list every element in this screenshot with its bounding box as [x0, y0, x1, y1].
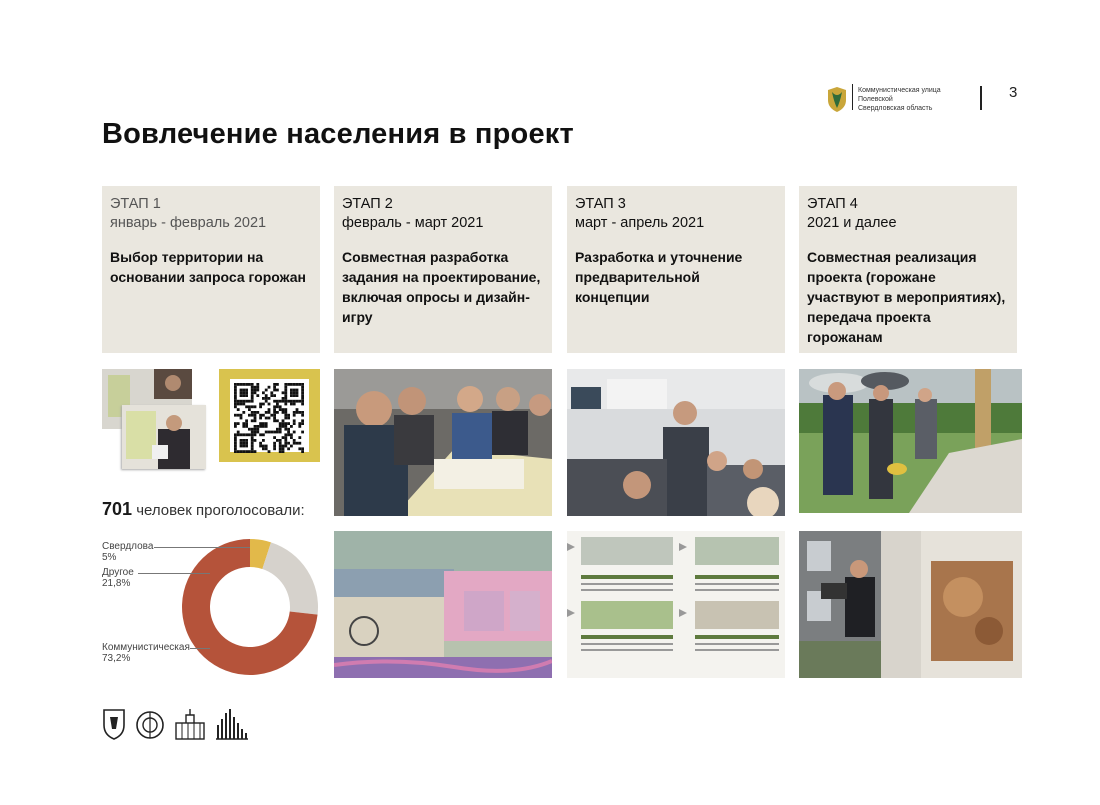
design-game-photo	[334, 369, 552, 516]
vote-leader-line	[154, 547, 250, 548]
vote-label-kommunisticheskaya	[102, 642, 190, 664]
stage-card-2	[334, 186, 552, 353]
poster-photo-2	[122, 405, 206, 469]
stage-date: январь - февраль 2021	[110, 215, 267, 231]
outdoor-event-photo	[799, 369, 1022, 513]
city-emblem-icon	[822, 84, 852, 114]
polevskoy-coat-of-arms-icon	[104, 710, 124, 739]
header-bar	[980, 86, 982, 110]
stage-date: 2021 и далее	[807, 215, 897, 231]
vote-label-pct: 73,2%	[102, 653, 131, 664]
vote-label-pct: 21,8%	[102, 578, 131, 589]
stage-number: ЭТАП 3	[575, 196, 626, 212]
qr-code	[219, 369, 320, 462]
university-icon	[176, 709, 204, 739]
stage-date: февраль - март 2021	[342, 215, 484, 231]
page-number: 3	[1009, 84, 1018, 101]
header-street: Коммунистическая улица	[858, 87, 941, 94]
stage-date: март - апрель 2021	[575, 215, 705, 231]
city-skyline-icon	[216, 709, 248, 739]
votes-text: человек проголосовали:	[132, 502, 305, 519]
vote-label-sverdlova	[102, 541, 153, 563]
stage-number: ЭТАП 1	[110, 196, 161, 212]
stage-number: ЭТАП 4	[807, 196, 858, 212]
donut-slice	[262, 542, 318, 614]
vote-label-name: Свердлова	[102, 541, 154, 552]
stage-card-4	[799, 186, 1017, 353]
stage-description: Совместная разработка задания на проектирование, включая опросы и дизайн-игру	[342, 249, 541, 325]
stage-description: Совместная реализация проекта (горожане участвуют в мероприятиях), передача проекта горожанам	[807, 249, 1006, 345]
header-city: Полевской	[858, 96, 893, 103]
concept-board	[567, 531, 785, 678]
vote-label-pct: 5%	[102, 552, 117, 563]
region-emblem-icon	[137, 712, 163, 738]
vote-label-name: Другое	[102, 567, 134, 578]
stage-description: Выбор территории на основании запроса горожан	[110, 249, 306, 285]
stage-description: Разработка и уточнение предварительной концепции	[575, 249, 743, 305]
vote-leader-line	[190, 648, 210, 649]
partner-logos	[102, 707, 252, 741]
vote-label-name: Коммунистическая	[102, 642, 190, 653]
stage-number: ЭТАП 2	[342, 196, 393, 212]
stage-card-3	[567, 186, 785, 353]
header-location	[858, 86, 941, 113]
children-drawing	[334, 531, 552, 678]
votes-summary	[102, 499, 305, 520]
page-title: Вовлечение населения в проект	[102, 118, 574, 150]
vote-label-other	[102, 567, 134, 589]
vote-leader-line	[138, 573, 210, 574]
votes-count: 701	[102, 499, 133, 519]
votes-donut-chart	[180, 537, 320, 677]
meeting-photo	[567, 369, 785, 516]
header-separator	[852, 84, 853, 110]
mural-photo	[799, 531, 1022, 678]
header-region: Свердловская область	[858, 105, 933, 112]
stage-card-1	[102, 186, 320, 353]
